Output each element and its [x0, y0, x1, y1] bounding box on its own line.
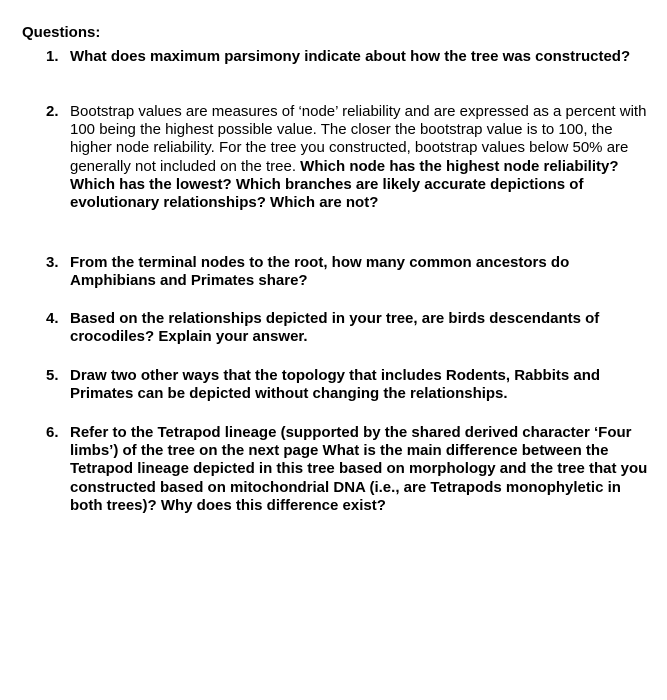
question-text: Bootstrap values are measures of ‘node’ reliability and are expressed as a percent with 100 being the highest possible value. The closer the bootstrap value is to 100, the higher node reliability. For the tree you constructed, bootstrap values below 50% are generally not included on the tree. Which node has the highest node reliability? Which has the lowest? Which branches are likely accurate depictions of evolutionary relationships? Which are not?: [70, 103, 647, 212]
question-item: [46, 367, 656, 403]
question-text: What does maximum parsimony indicate about how the tree was constructed?: [70, 48, 631, 65]
question-text: Based on the relationships depicted in your tree, are birds descendants of crocodiles? Explain your answer.: [70, 310, 600, 346]
question-text: From the terminal nodes to the root, how many common ancestors do Amphibians and Primates share?: [70, 254, 570, 290]
question-number: 6.: [46, 424, 59, 441]
question-item: [46, 424, 656, 515]
question-number: 1.: [46, 48, 59, 65]
page-heading: Questions:: [22, 24, 101, 41]
question-text: Draw two other ways that the topology that includes Rodents, Rabbits and Primates can be depicted without changing the relationships.: [70, 367, 601, 403]
question-number: 2.: [46, 103, 59, 120]
question-number: 3.: [46, 254, 59, 271]
question-item: [46, 310, 656, 346]
question-number: 5.: [46, 367, 59, 384]
question-item: [46, 254, 656, 290]
question-item: [46, 103, 656, 212]
question-number: 4.: [46, 310, 59, 327]
question-item: [46, 48, 656, 66]
question-text: Refer to the Tetrapod lineage (supported by the shared derived character ‘Four limbs’) of the tree on the next page What is the main difference between the Tetrapod lineage depicted in this tree based on morphology and the tree that you constructed based on mitochondrial DNA (i.e., are Tetrapods monophyletic in both trees)? Why does this difference exist?: [70, 424, 648, 514]
